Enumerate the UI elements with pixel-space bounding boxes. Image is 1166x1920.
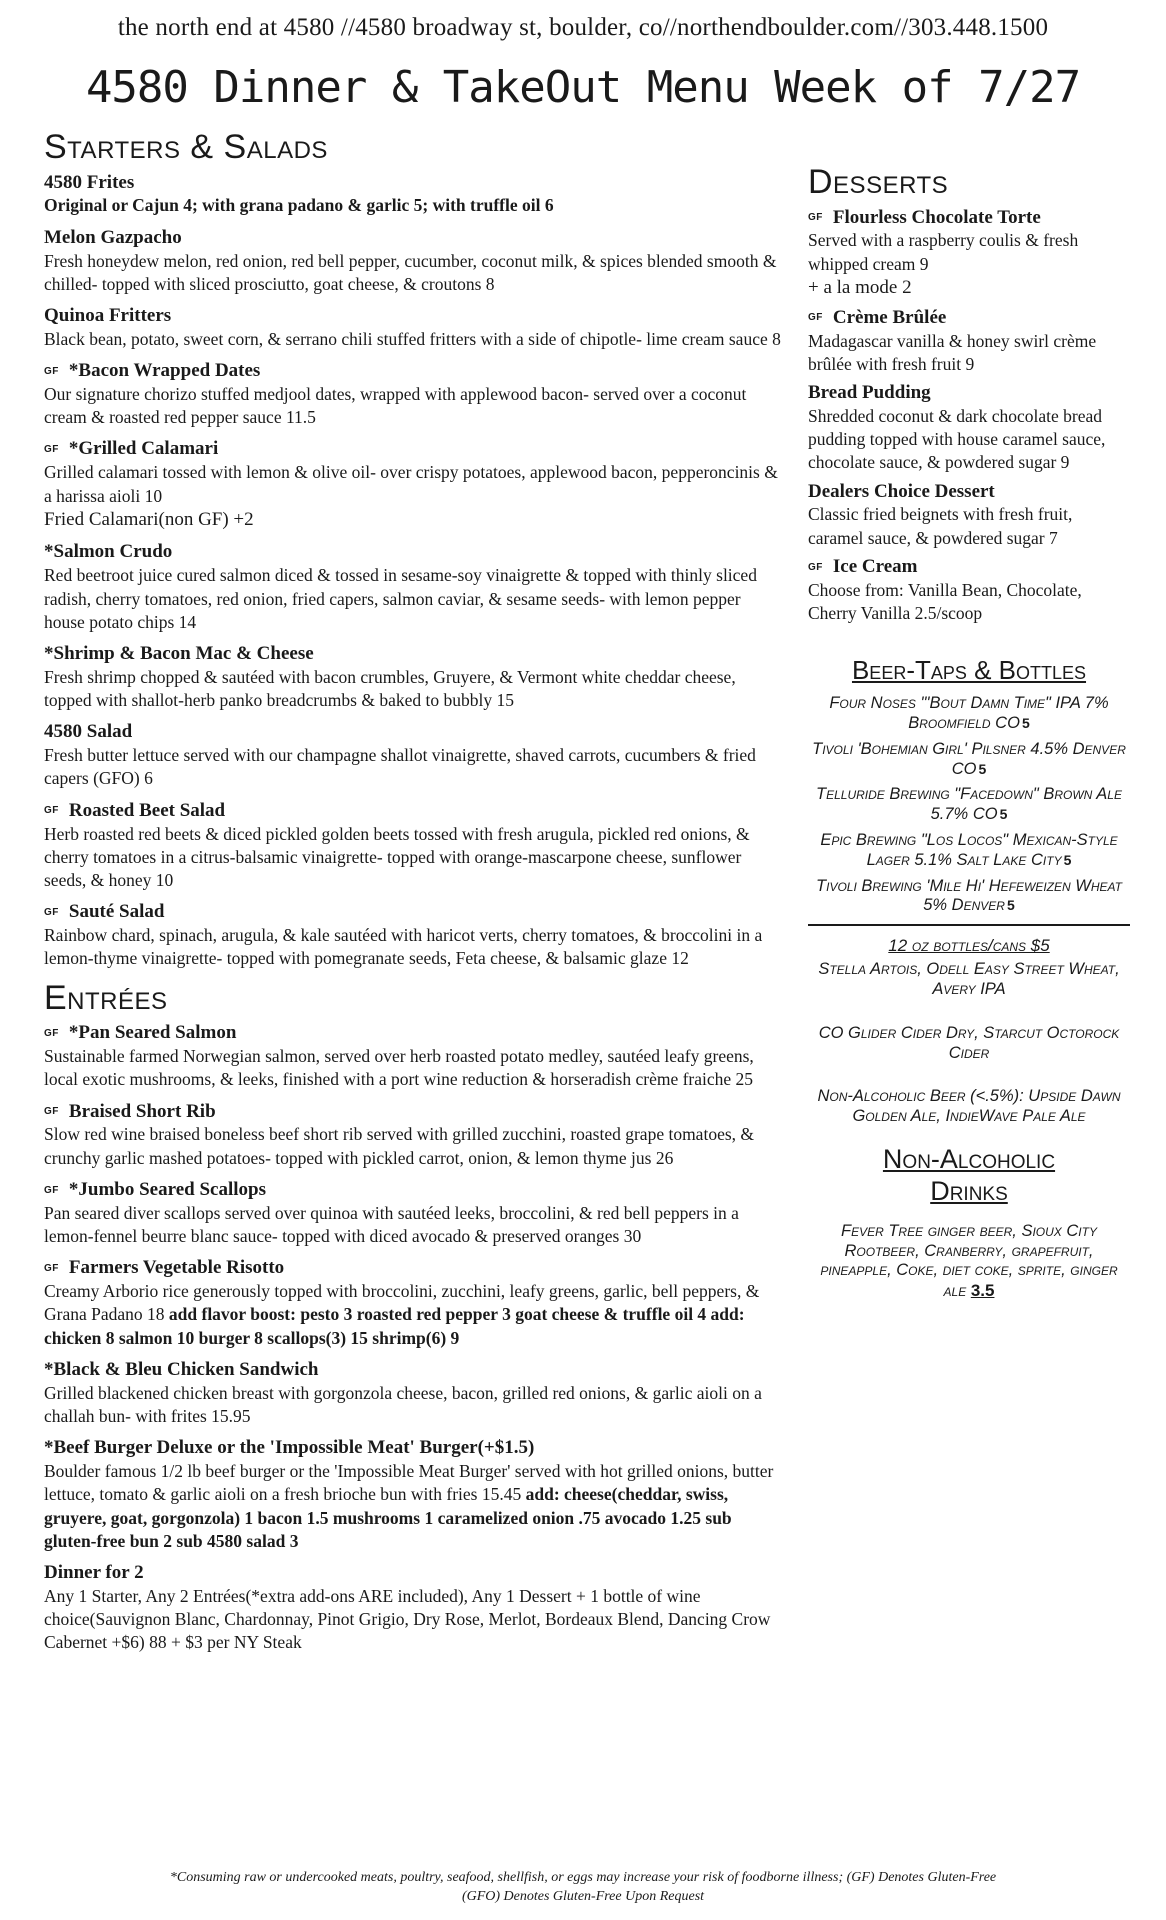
item-name-text: *Black & Bleu Chicken Sandwich [44, 1358, 319, 1380]
cider-list-item: CO Glider Cider Dry, Starcut Octorock Cider [818, 1023, 1120, 1062]
item-name [44, 227, 784, 250]
item-name-text: *Salmon Crudo [44, 541, 173, 563]
beer-tap-price: 5 [1021, 715, 1030, 732]
item-name [44, 541, 784, 564]
desserts-list [808, 207, 1130, 626]
item-description [44, 383, 784, 430]
entrees-list [44, 1022, 784, 1654]
gluten-free-tag: GF [808, 212, 823, 224]
non-alcoholic-list: Fever Tree ginger beer, Sioux City Rootbeer, Cranberry, grapefruit, pineapple, Coke, diet coke, sprite, ginger ale [820, 1221, 1118, 1301]
description-text: Classic fried beignets with fresh fruit, caramel sauce, & powdered sugar 7 [808, 504, 1073, 548]
beer-tap-item [808, 740, 1130, 780]
item-description [808, 579, 1130, 626]
item-description [44, 1280, 784, 1350]
menu-item [44, 1257, 784, 1350]
item-name [44, 1179, 784, 1202]
item-name-text: Sauté Salad [68, 901, 165, 923]
item-name [44, 172, 784, 195]
beer-tap-item [808, 831, 1130, 871]
item-description [808, 229, 1130, 276]
item-description [44, 666, 784, 713]
starters-heading: Starters & Salads [44, 128, 328, 166]
entrees-heading: Entrées [44, 978, 168, 1017]
menu-item [808, 481, 1130, 550]
description-text: Shredded coconut & dark chocolate bread pudding topped with house caramel sauce, chocolate sauce, & powdered sugar 9 [808, 405, 1106, 473]
footer-line-2: (GFO) Denotes Gluten-Free Upon Request [461, 1888, 705, 1904]
beer-tap-price: 5 [1006, 897, 1015, 914]
footer-disclaimer [60, 1869, 1106, 1907]
item-description [44, 1460, 784, 1553]
item-name-text: Bread Pudding [808, 382, 931, 404]
menu-item [44, 1437, 784, 1553]
menu-item [44, 305, 784, 351]
menu-item [44, 1179, 784, 1248]
item-name [44, 1101, 784, 1124]
menu-item [808, 307, 1130, 376]
item-description [44, 564, 784, 634]
item-name-text: Ice Cream [832, 555, 918, 577]
item-name [808, 382, 1130, 405]
item-name-text: *Pan Seared Salmon [68, 1022, 237, 1044]
item-description [44, 744, 784, 791]
gluten-free-tag: GF [44, 1184, 59, 1196]
menu-item [44, 1022, 784, 1091]
item-name [44, 360, 784, 383]
menu-item [44, 360, 784, 429]
beer-tap-price: 5 [978, 760, 987, 777]
beer-tap-name: Epic Brewing "Los Locos" Mexican-Style Lager 5.1% Salt Lake City [820, 831, 1118, 869]
item-description [44, 250, 784, 297]
item-name [44, 1022, 784, 1045]
item-name [808, 207, 1130, 230]
item-name [44, 1257, 784, 1280]
menu-item [808, 207, 1130, 301]
beer-tap-name: Telluride Brewing "Facedown" Brown Ale 5.7% CO [816, 785, 1122, 824]
gluten-free-tag: GF [44, 805, 59, 817]
item-description [44, 461, 784, 508]
item-description [808, 503, 1130, 550]
description-text: Fresh honeydew melon, red onion, red bell pepper, cucumber, coconut milk, & spices blended smooth & chilled- topped with sliced prosciutto, goat cheese, & croutons 8 [44, 250, 777, 294]
item-name-text: *Grilled Calamari [68, 438, 219, 460]
description-text: Boulder famous 1/2 lb beef burger or the 'Impossible Meat Burger' served with hot grilled onions, butter lettuce, tomato & garlic aioli on a fresh brioche bun with fries 15.45 [44, 1461, 774, 1505]
divider [808, 924, 1130, 926]
beer-tap-item [808, 694, 1130, 734]
item-name-text: Quinoa Fritters [44, 305, 172, 327]
beer-tap-name: Tivoli Brewing 'Mile Hi' Hefeweizen Wheat 5% Denver [816, 876, 1122, 915]
gluten-free-tag: GF [44, 444, 59, 456]
description-text: Pan seared diver scallops served over quinoa with sautéed leeks, broccolini, & red bell peppers in a lemon-fennel beurre blanc sauce- topped with diced avocado & preserved oranges 30 [44, 1202, 739, 1247]
non-alcoholic-price: 3.5 [970, 1281, 995, 1301]
item-name-text: Roasted Beet Salad [68, 799, 226, 821]
item-description [808, 405, 1130, 475]
non-alcoholic-drinks [808, 1222, 1130, 1302]
item-name [44, 721, 784, 744]
description-text: Our signature chorizo stuffed medjool dates, wrapped with applewood bacon- served over a coconut cream & roasted red pepper sauce 11.5 [44, 383, 747, 428]
gluten-free-tag: GF [44, 1027, 59, 1039]
beer-taps-list [808, 694, 1130, 916]
left-column [44, 130, 784, 1664]
beer-tap-price: 5 [999, 806, 1008, 823]
item-name-text: Farmers Vegetable Risotto [68, 1257, 285, 1279]
item-description [44, 1382, 784, 1429]
menu-item [808, 382, 1130, 475]
bottles-heading: 12 oz bottles/cans $5 [888, 936, 1050, 956]
item-name-text: Dealers Choice Dessert [808, 480, 995, 502]
menu-item [44, 800, 784, 893]
description-text: Grilled blackened chicken breast with gorgonzola cheese, bacon, grilled red onions, & garlic aioli on a challah bun- with frites 15.95 [44, 1382, 762, 1426]
item-name [44, 438, 784, 461]
menu-item [44, 438, 784, 532]
item-description [44, 194, 784, 217]
item-name-text: Melon Gazpacho [44, 226, 182, 248]
item-name-text: *Beef Burger Deluxe or the 'Impossible Meat' Burger(+$1.5) [44, 1437, 535, 1459]
description-text: Served with a raspberry coulis & fresh whipped cream 9 [808, 230, 1079, 274]
gluten-free-tag: GF [808, 312, 823, 324]
description-text: Black bean, potato, sweet corn, & serrano chili stuffed fritters with a side of chipotle- lime cream sauce 8 [44, 328, 781, 349]
menu-item [44, 1562, 784, 1655]
menu-title: 4580 Dinner & TakeOut Menu Week of 7/27 [85, 62, 1081, 113]
description-text: Rainbow chard, spinach, arugula, & kale sautéed with haricot verts, cherry tomatoes, & broccolini in a lemon-thyme vinaigrette- topped with pomegranate seeds, Feta cheese, & balsamic glaze 12 [44, 925, 763, 969]
menu-item [44, 227, 784, 296]
item-description [44, 1585, 784, 1655]
description-text: Red beetroot juice cured salmon diced & tossed in sesame-soy vinaigrette & topped with thinly sliced radish, cherry tomatoes, red onion, fried capers, salmon caviar, & sesame seeds- with lemon pepper house potato chips 14 [44, 565, 757, 632]
item-name-text: Flourless Chocolate Torte [832, 206, 1041, 228]
item-name [808, 481, 1130, 504]
item-description [44, 1123, 784, 1170]
menu-item [44, 1101, 784, 1170]
item-name-text: 4580 Frites [44, 171, 135, 193]
add-ons-text: add flavor boost: pesto 3 roasted red pepper 3 goat cheese & truffle oil 4 add: chicken 8 salmon 10 burger 8 scallops(3) 15 shrimp(6) 9 [44, 1304, 745, 1348]
item-description [44, 823, 784, 893]
item-name-text: *Jumbo Seared Scallops [68, 1179, 266, 1200]
description-text: Fresh shrimp chopped & sautéed with bacon crumbles, Gruyere, & Vermont white cheddar cheese, topped with shallot-herb panko breadcrumbs & baked to bubbly 15 [44, 666, 736, 711]
beer-tap-name: Four Noses "'Bout Damn Time" IPA 7% Broomfield CO [829, 694, 1109, 733]
non-alcoholic-heading: Non-Alcoholic Drinks [882, 1144, 1056, 1207]
gluten-free-tag: GF [808, 561, 823, 573]
description-text: Madagascar vanilla & honey swirl crème brûlée with fresh fruit 9 [808, 330, 1097, 374]
description-text: Any 1 Starter, Any 2 Entrées(*extra add-ons ARE included), Any 1 Dessert + 1 bottle of wine choice(Sauvignon Blanc, Chardonnay, Pinot Grigio, Dry Rose, Merlot, Bordeaux Blend, Dancing Crow Cabernet +$6) 88 + $3 per NY Steak [44, 1585, 771, 1653]
item-name-text: *Shrimp & Bacon Mac & Cheese [44, 643, 314, 665]
description-text: Herb roasted red beets & diced pickled golden beets tossed with fresh arugula, pickled red onions, & cherry tomatoes in a citrus-balsamic vinaigrette- topped with orange-mascarpone cheese, sunflower seeds, & honey 10 [44, 823, 750, 891]
item-name-text: Dinner for 2 [44, 1562, 144, 1584]
item-description [44, 924, 784, 971]
item-description [808, 330, 1130, 377]
starters-list [44, 172, 784, 971]
description-text: Sustainable farmed Norwegian salmon, served over herb roasted potato medley, sautéed leafy greens, local exotic mushrooms, & leeks, finished with a port wine reduction & horseradish crème fraiche 25 [44, 1046, 754, 1090]
item-extra-option: Fried Calamari(non GF) +2 [44, 508, 254, 530]
description-text: Creamy Arborio rice generously topped with broccolini, zucchini, leafy greens, garlic, bell peppers, & Grana Padano 18 [44, 1281, 760, 1325]
menu-item [44, 541, 784, 634]
gluten-free-tag: GF [44, 365, 59, 377]
item-name [44, 901, 784, 924]
item-name-text: Crème Brûlée [832, 306, 947, 328]
right-column [808, 165, 1130, 1308]
contact-line: the north end at 4580 //4580 broadway st, boulder, co//northendboulder.com//303.448.1500 [117, 14, 1049, 41]
description-text: Fresh butter lettuce served with our champagne shallot vinaigrette, shaved carrots, cucumbers & fried capers (GFO) 6 [44, 745, 756, 789]
item-name-text: Braised Short Rib [68, 1100, 216, 1122]
description-text: Slow red wine braised boneless beef short rib served with grilled zucchini, roasted grape tomatoes, & crunchy garlic mashed potatoes- topped with pickled carrot, onion, & lemon thyme jus 26 [44, 1124, 755, 1168]
add-ons-text: add: cheese(cheddar, swiss, gruyere, goat, gorgonzola) 1 bacon 1.5 mushrooms 1 caramelized onion .75 avocado 1.25 sub gluten-free bun 2 sub 4580 salad 3 [44, 1484, 732, 1551]
gluten-free-tag: GF [44, 1262, 59, 1274]
desserts-heading: Desserts [808, 163, 949, 201]
menu-item [808, 556, 1130, 625]
item-extra-option: + a la mode 2 [808, 277, 912, 299]
beer-tap-price: 5 [1063, 851, 1072, 868]
beer-heading: Beer-Taps & Bottles [851, 655, 1087, 686]
item-name-text: 4580 Salad [44, 721, 133, 743]
gluten-free-tag: GF [44, 1106, 59, 1118]
description-text: Choose from: Vanilla Bean, Chocolate, Cherry Vanilla 2.5/scoop [808, 579, 1082, 624]
item-name [44, 800, 784, 823]
item-description [44, 328, 784, 351]
item-name-text: *Bacon Wrapped Dates [68, 360, 261, 382]
gluten-free-tag: GF [44, 906, 59, 918]
bottles-list-item: Stella Artois, Odell Easy Street Wheat, Avery IPA [818, 960, 1120, 999]
menu-item [44, 721, 784, 790]
item-name [44, 1359, 784, 1382]
menu-item [44, 901, 784, 970]
item-description [44, 1202, 784, 1249]
footer-line-1: *Consuming raw or undercooked meats, poultry, seafood, shellfish, or eggs may increase your risk of foodborne illness; (GF) Denotes Gluten-Free [169, 1870, 997, 1885]
menu-item [44, 172, 784, 218]
menu-item [44, 643, 784, 712]
item-name [44, 1437, 784, 1460]
menu-item [44, 1359, 784, 1428]
item-description [44, 1045, 784, 1092]
item-name [808, 307, 1130, 330]
beer-tap-name: Tivoli 'Bohemian Girl' Pilsner 4.5% Denver CO [812, 739, 1126, 778]
na-beer-list-item: Non-Alcoholic Beer (<.5%): Upside Dawn Golden Ale, IndieWave Pale Ale [817, 1087, 1121, 1126]
item-name [44, 643, 784, 666]
beer-tap-item [808, 785, 1130, 825]
description-text: Grilled calamari tossed with lemon & olive oil- over crispy potatoes, applewood bacon, pepperoncinis & a harissa aioli 10 [44, 462, 778, 506]
item-name [808, 556, 1130, 579]
beer-tap-item [808, 877, 1130, 917]
item-name [44, 1562, 784, 1585]
add-ons-text: Original or Cajun 4; with grana padano & garlic 5; with truffle oil 6 [44, 195, 554, 216]
item-name [44, 305, 784, 328]
